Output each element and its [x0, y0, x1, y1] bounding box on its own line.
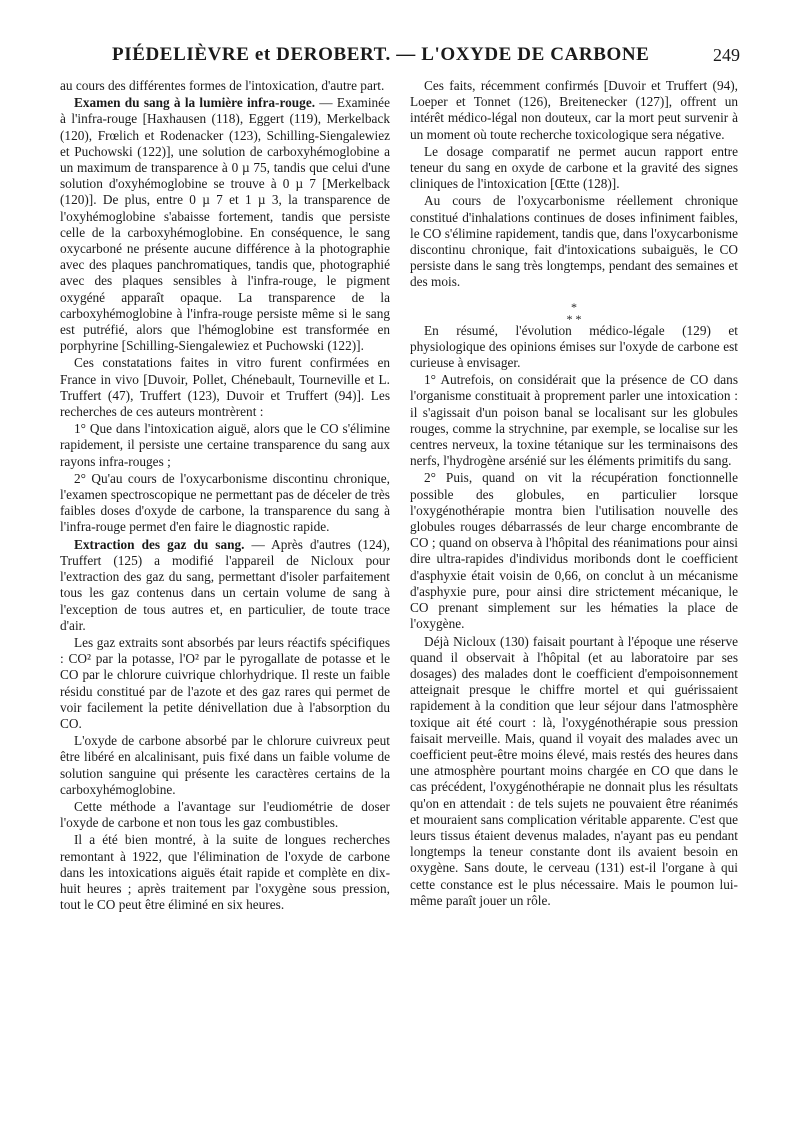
paragraph: 2° Puis, quand on vit la récupération fonctionnelle possible des globules, en particulier lorsque l'oxygénothérapie montra bien l'utilisation nouvelle des globules rouges débarrassés de leur charge encombrante de CO ; quand on observa à l'hôpital des réanimations pour ainsi dire ultra-rapides d'individus moribonds dont le coefficient d'asphyxie était voisin de 0,66, on conclut à un mécanisme d'asphyxie pure, pour ainsi dire strictement mécanique, le CO prenant simplement sur les hématies la place de l'oxygène. — [410, 470, 738, 632]
section-heading-gas-extraction: Extraction des gaz du sang. — [74, 536, 245, 552]
paragraph: Il a été bien montré, à la suite de longues recherches remontant à 1922, que l'élimination de l'oxyde de carbone dans les intoxications aiguës était rapide et complète en dix-huit heures ; après traitement par l'oxygène sous pression, tout le CO peut être éliminé en six heures. — [60, 832, 390, 913]
right-column — [410, 78, 738, 909]
paragraph-gas-extraction — [60, 537, 390, 634]
paragraph: Ces faits, récemment confirmés [Duvoir et Truffert (94), Loeper et Tonnet (126), Breitenecker (127)], offrent un intérêt médico-légal non douteux, car la mort peut survenir à un moment où toute recherche toxicologique sera négative. — [410, 78, 738, 142]
paragraph: 2° Qu'au cours de l'oxycarbonisme discontinu chronique, l'examen spectroscopique ne permettant pas de déceler de très faibles doses d'oxyde de carbone, la transparence du sang à l'infra-rouge permet d'en faire le diagnostic rapide. — [60, 470, 390, 535]
paragraph: Les gaz extraits sont absorbés par leurs réactifs spécifiques : CO² par la potasse, l'O² par le pyrogallate de potasse et le CO par le chlorure cuivrique chlorhydrique. Il reste un faible résidu constitué par de l'azote et des gaz rares qui permet de voir facilement la petite dénivellation due à l'absorption du CO. — [60, 634, 390, 731]
left-column — [60, 78, 390, 913]
paragraph-infrared — [60, 95, 390, 354]
paragraph: Au cours de l'oxycarbonisme réellement chronique constitué d'inhalations continues de doses infiniment faibles, le CO s'élimine rapidement, tandis que, dans l'oxycarbonisme discontinu chronique, fait d'intoxications subaiguës, le CO persiste dans le sang très longtemps, pendant des semaines et des mois. — [410, 193, 738, 290]
paragraph: Ces constatations faites in vitro furent confirmées en France in vivo [Duvoir, Pollet, Chénebault, Tourneville et L. Truffert (47), Truffert (123), Duvoir et Truffert (94)]. Les recherches de ces auteurs montrèrent : — [60, 355, 390, 420]
paragraph: au cours des différentes formes de l'intoxication, d'autre part. — [60, 78, 385, 93]
paragraph: En résumé, l'évolution médico-légale (129) et physiologique des opinions émises sur l'oxyde de carbone est curieuse à envisager. — [410, 322, 738, 371]
paragraph: L'oxyde de carbone absorbé par le chlorure cuivreux peut être libéré en alcalinisant, puis fixé dans un faible volume de solution sanguine qui présente les caractères certains de la carboxyhémoglobine. — [60, 733, 390, 797]
running-title: PIÉDELIÈVRE et DEROBERT. — L'OXYDE DE CARBONE — [112, 44, 650, 65]
section-separator-asterism — [410, 291, 738, 326]
paragraph: Déjà Nicloux (130) faisait pourtant à l'époque une réserve quand il observait à l'hôpital (et au laboratoire par ses dosages) des malades dont le coefficient d'empoisonnement atteignait presque le chiffre mortel et qui guérissaient rapidement à la condition que leur séjour dans l'atmosphère toxique ait été court : là, l'oxygénothérapie sous pression faisait merveille. Mais, quand il voyait des malades avec un coefficient peut-être moins élevé, mais restés des heures dans une atmosphère pourtant moins chargée en CO que dans le cas précédent, l'oxygénothérapie ne donnait plus les résultats qu'on en attendait : de tels sujets ne pouvaient être réanimés et mouraient sans complication véritable apparente. C'est que leurs tissus étaient devenus malades, n'ayant pas eu pendant longtemps la teneur constante dont ils avaient besoin en oxygène. Sans doute, le cerveau (131) est-il l'organe à qui cette constance est le plus nécessaire. Mais le poumon lui-même paraît jouer un rôle. — [410, 633, 738, 908]
paragraph: Le dosage comparatif ne permet aucun rapport entre teneur du sang en oxyde de carbone et la gravité des signes cliniques de l'intoxication [Œtte (128)]. — [410, 143, 738, 192]
running-header — [60, 44, 740, 68]
paragraph-text: — Après d'autres (124), Truffert (125) a modifié l'appareil de Nicloux pour l'extraction des gaz du sang, permettant d'isoler parfaitement tous les gaz contenus dans un certain volume de sang à l'exception de tous autres et, en particulier, de toute trace d'air. — [60, 536, 390, 633]
section-heading-infrared: Examen du sang à la lumière infra-rouge. — [74, 95, 316, 111]
paragraph: Cette méthode a l'avantage sur l'eudiométrie de doser l'oxyde de carbone et non tous les gaz combustibles. — [60, 798, 390, 831]
asterism-bottom: * * — [566, 311, 582, 326]
page-number: 249 — [713, 45, 740, 65]
paragraph: 1° Que dans l'intoxication aiguë, alors que le CO s'élimine rapidement, il persiste une certaine transparence du sang aux rayons infra-rouges ; — [60, 421, 390, 469]
paragraph-text: — Examinée à l'infra-rouge [Haxhausen (118), Eggert (119), Merkelback (120), Frœlich et Rodenacker (123), Schilling-Siengalewiez et Puchowski (122)], une solution de carboxyhémoglobine a un maximum de transparence à 0 µ 75, tandis que celui d'une solution d'oxyhémoglobine se trouve à 0 µ 7 [Merkelback (120)]. De plus, entre 0 µ 7 et 1 µ 3, la transparence de l'oxyhémoglobine s'abaisse fortement, tandis que persiste celle de la carboxyhémoglobine. En conséquence, le sang oxycarboné ne présente aucune différence à la photographie avec des plaques panchromatiques, tandis que, photographié avec des plaques sensibles à l'infra-rouge, le pigment oxygéné apparaît opaque. La transparence de la carboxyhémoglobine à l'infra-rouge persiste même si le sang est putréfié, alors que l'hémoglobine est transformée en porphyrine [Schilling-Siengalewiez et Puchowski (122)]. — [60, 95, 390, 354]
paragraph: 1° Autrefois, on considérait que la présence de CO dans l'organisme constituait à proprement parler une intoxication : il s'agissait d'un poison banal se localisant sur les globules rouges, comme la strychnine, par exemple, se localise sur les centres nerveux, la toxine tétanique sur les terminaisons des nerfs, l'hydrogène arsénié sur les éléments primitifs du sang. — [410, 372, 738, 469]
asterism-top: * — [571, 299, 577, 314]
